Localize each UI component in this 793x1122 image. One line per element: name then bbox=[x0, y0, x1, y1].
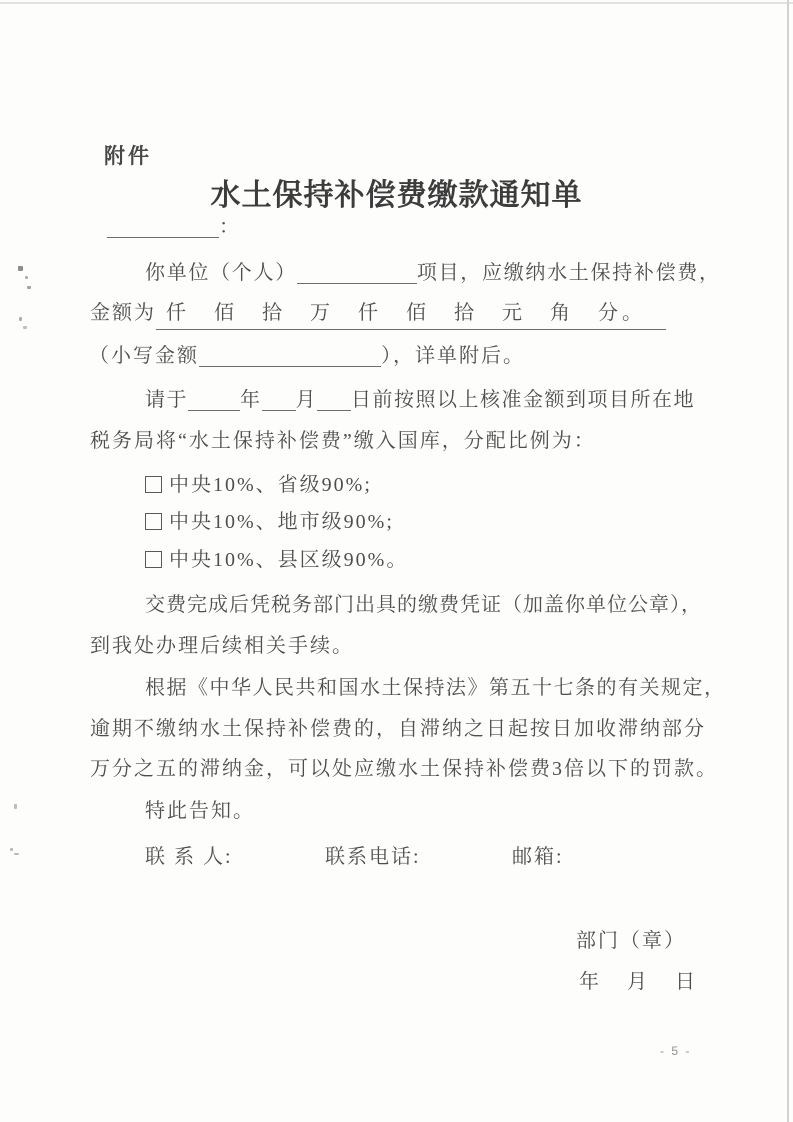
project-name-blank bbox=[297, 261, 417, 284]
allocation-option-label: 中央10%、省级90%; bbox=[169, 474, 372, 496]
amount-line3-post: ），详单附后。 bbox=[381, 345, 525, 367]
checkbox-icon bbox=[145, 513, 162, 530]
amount-line1-pre: 你单位（个人） bbox=[145, 262, 297, 284]
checkbox-icon bbox=[145, 476, 162, 493]
allocation-option-central-city bbox=[145, 509, 394, 535]
contact-email-label: 邮箱: bbox=[512, 846, 564, 868]
scan-artifact bbox=[18, 266, 23, 271]
amount-paragraph-line1 bbox=[145, 260, 721, 286]
amount-digits-ruled-blank: 仟 佰 拾 万 仟 佰 拾 元 角 分。 bbox=[156, 300, 666, 330]
contact-person-label: 联 系 人: bbox=[145, 846, 233, 868]
contacts-row bbox=[0, 840, 793, 868]
allocation-option-central-province bbox=[145, 472, 372, 498]
month-label: 月 bbox=[295, 389, 317, 411]
day-blank bbox=[317, 388, 351, 411]
scan-edge-top bbox=[0, 2, 793, 4]
penalty-paragraph-line1: 根据《中华人民共和国水土保持法》第五十七条的有关规定， bbox=[145, 677, 726, 699]
allocation-option-central-county bbox=[145, 547, 408, 573]
receipt-paragraph-line2: 到我处办理后续相关手续。 bbox=[90, 635, 354, 657]
small-amount-blank bbox=[199, 344, 381, 367]
year-blank bbox=[188, 388, 240, 411]
allocation-option-label: 中央10%、县区级90%。 bbox=[169, 549, 409, 571]
year-label: 年 bbox=[240, 389, 262, 411]
scan-artifact bbox=[19, 317, 22, 321]
penalty-paragraph-line3: 万分之五的滞纳金，可以处应缴水土保持补偿费3倍以下的罚款。 bbox=[90, 758, 718, 780]
salutation-colon: ： bbox=[219, 216, 241, 238]
department-seal-line: 部门（章） bbox=[576, 930, 686, 952]
amount-line1-post: 项目，应缴纳水土保持补偿费， bbox=[416, 262, 721, 284]
deadline-paragraph-line2: 税务局将“水土保持补偿费”缴入国库，分配比例为： bbox=[90, 430, 596, 452]
closing-statement: 特此告知。 bbox=[145, 800, 255, 822]
amount-paragraph-line2 bbox=[90, 300, 666, 330]
deadline-post: 日前按照以上核准金额到项目所在地 bbox=[351, 389, 695, 411]
penalty-paragraph-line2: 逾期不缴纳水土保持补偿费的，自滞纳之日起按日加收滞纳部分 bbox=[90, 718, 706, 740]
page-number: - 5 - bbox=[660, 1044, 692, 1058]
scan-artifact bbox=[25, 276, 28, 279]
month-blank bbox=[262, 388, 296, 411]
scan-edge-right bbox=[787, 0, 789, 1122]
attachment-label: 附件 bbox=[104, 145, 152, 168]
amount-line2-pre: 金额为 bbox=[90, 302, 156, 324]
amount-line3-pre: （小写金额 bbox=[89, 345, 199, 367]
checkbox-icon bbox=[145, 551, 162, 568]
recipient-blank bbox=[107, 215, 219, 238]
deadline-paragraph-line1 bbox=[145, 387, 695, 413]
salutation-line bbox=[107, 214, 241, 240]
allocation-option-label: 中央10%、地市级90%; bbox=[169, 511, 394, 533]
scan-artifact bbox=[14, 804, 17, 809]
amount-paragraph-line3 bbox=[89, 343, 525, 369]
document-title: 水土保持补偿费缴款通知单 bbox=[210, 179, 583, 212]
scan-artifact bbox=[23, 326, 27, 329]
deadline-pre: 请于 bbox=[145, 389, 188, 411]
scan-artifact bbox=[27, 286, 31, 289]
date-line: 年 月 日 bbox=[579, 971, 699, 993]
receipt-paragraph-line1: 交费完成后凭税务部门出具的缴费凭证（加盖你单位公章）， bbox=[145, 594, 702, 616]
contact-phone-label: 联系电话: bbox=[325, 846, 421, 868]
